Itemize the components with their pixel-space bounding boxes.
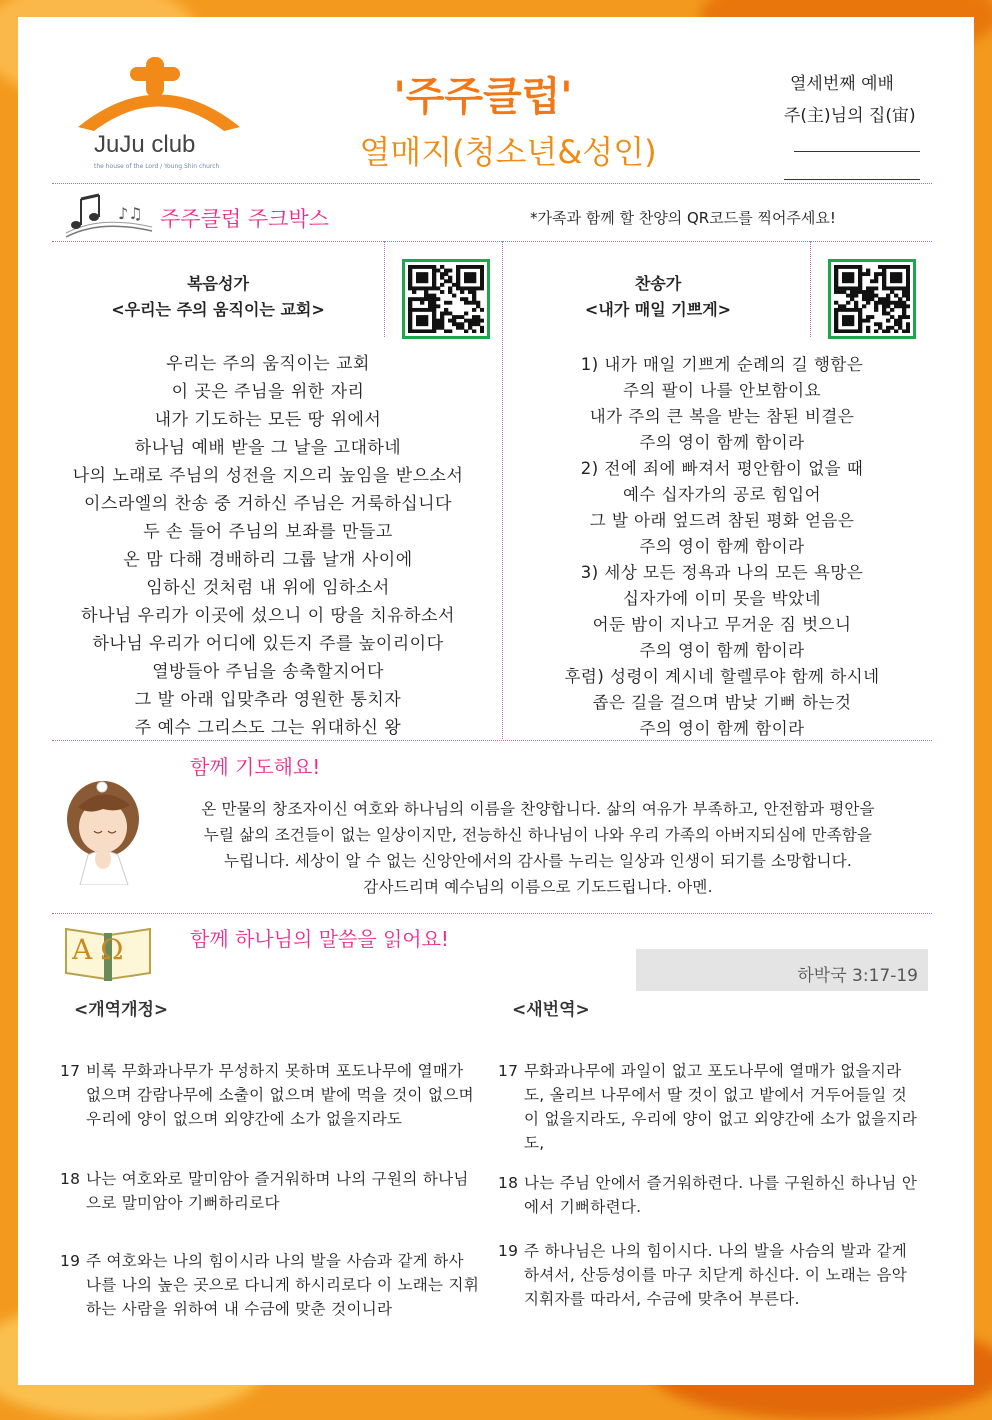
song1-qr-code[interactable] bbox=[402, 259, 490, 339]
song1-lyrics bbox=[48, 350, 488, 742]
qr-code-icon bbox=[834, 265, 910, 333]
name-underline bbox=[794, 151, 920, 152]
right-verse: 17 무화과나무에 과일이 없고 포도나무에 열매가 없을지라도, 올리브 나무에서 딸 것이 없고 밭에서 거두어들일 것이 없을지라도, 우리에 양이 없고 외양간에 소가 없을지라도, bbox=[498, 1062, 918, 1152]
song1-line: 이스라엘의 찬송 중 거하신 주님은 거룩하십니다 bbox=[84, 494, 452, 514]
music-notes-icon bbox=[60, 189, 156, 241]
logo bbox=[74, 57, 244, 177]
song2-line: 좁은 길을 걸으며 밤낮 기뻐 하는것 bbox=[592, 693, 852, 712]
page-subtitle: 열매지(청소년&성인) bbox=[359, 133, 657, 171]
praying-girl-icon bbox=[58, 775, 148, 885]
alpha-omega-book-icon bbox=[62, 921, 154, 981]
song1-line: 두 손 들어 주님의 보좌를 만들고 bbox=[143, 522, 393, 542]
qr-divider bbox=[810, 241, 811, 337]
left-version-label: <개역개정> bbox=[74, 1000, 169, 1020]
qr-divider bbox=[384, 241, 385, 337]
song1-line: 우리는 주의 움직이는 교회 bbox=[166, 354, 370, 374]
song2-line: 2) 전에 죄에 빠져서 평안함이 없을 때 bbox=[580, 459, 864, 478]
alpha-omega-label: AΩ bbox=[72, 933, 132, 966]
page-title: '주주클럽' bbox=[393, 74, 573, 120]
song2-line: 1) 내가 매일 기쁘게 순례의 길 행함은 bbox=[580, 355, 864, 374]
house-label: 주(主)님의 집(宙) bbox=[784, 106, 916, 126]
prayer-line: 감사드리며 예수님의 이름으로 기도드립니다. 아멘. bbox=[363, 878, 713, 896]
song1-title: <우리는 주의 움직이는 교회> bbox=[111, 300, 325, 319]
song1-line: 온 맘 다해 경배하리 그룹 날개 사이에 bbox=[123, 550, 413, 570]
reading-title: 함께 하나님의 말씀을 읽어요! bbox=[190, 927, 449, 951]
song2-line: 그 발 아래 엎드려 참된 평화 얻음은 bbox=[589, 511, 855, 530]
scripture-reference: 하박국 3:17-19 bbox=[797, 966, 918, 986]
song2-line: 예수 십자가의 공로 힘입어 bbox=[622, 485, 822, 504]
logo-subtext: the house of the Lord / Young Shin church bbox=[94, 163, 220, 170]
qr-code-icon bbox=[408, 265, 484, 333]
jukebox-title: 주주클럽 주크박스 bbox=[160, 207, 329, 231]
column-divider bbox=[502, 241, 503, 739]
divider bbox=[52, 183, 932, 184]
song2-line: 주의 팔이 나를 안보함이요 bbox=[622, 381, 822, 400]
song2-line: 주의 영이 함께 함이라 bbox=[639, 537, 805, 556]
left-verse: 17 비록 무화과나무가 무성하지 못하며 포도나무에 열매가 없으며 감람나무에 소출이 없으며 밭에 먹을 것이 없으며 우리에 양이 없으며 외양간에 소가 없을지라도 bbox=[60, 1062, 474, 1128]
jukebox-note: *가족과 함께 할 찬양의 QR코드를 찍어주세요! bbox=[530, 209, 836, 227]
song1-line: 하나님 우리가 이곳에 섰으니 이 땅을 치유하소서 bbox=[81, 606, 455, 626]
prayer-text bbox=[168, 796, 908, 900]
prayer-line: 누립니다. 세상이 알 수 없는 신앙안에서의 감사를 누리는 일상과 인생이 되기를 소망합니다. bbox=[223, 852, 853, 870]
song1-line: 이 곳은 주님을 위한 자리 bbox=[171, 382, 365, 402]
song2-line: 주의 영이 함께 함이라 bbox=[639, 719, 805, 738]
song1-line: 열방들아 주님을 송축할지어다 bbox=[152, 662, 384, 682]
song1-line: 임하신 것처럼 내 위에 임하소서 bbox=[146, 578, 390, 598]
song2-line: 주의 영이 함께 함이라 bbox=[639, 641, 805, 660]
left-verse: 19 주 여호와는 나의 힘이시라 나의 발을 사슴과 같게 하사 나를 나의 높은 곳으로 다니게 하시리로다 이 노래는 지휘하는 사람을 위하여 내 수금에 맞춘 것이니라 bbox=[60, 1252, 480, 1318]
song2-line: 어둔 밤이 지나고 무거운 짐 벗으니 bbox=[592, 615, 852, 634]
prayer-title: 함께 기도해요! bbox=[190, 755, 321, 779]
logo-text: JuJu club bbox=[94, 131, 196, 158]
song1-line: 그 발 아래 입맞추라 영원한 통치자 bbox=[134, 690, 402, 710]
week-label: 열세번째 예배 bbox=[790, 74, 894, 94]
song2-line: 3) 세상 모든 정욕과 나의 모든 욕망은 bbox=[580, 563, 864, 582]
svg-text:♪♫: ♪♫ bbox=[118, 204, 143, 223]
song2-title: <내가 매일 기쁘게> bbox=[584, 300, 732, 319]
song2-line: 십자가에 이미 못을 박았네 bbox=[622, 589, 822, 608]
song2-category: 찬송가 bbox=[634, 274, 682, 293]
song1-line: 나의 노래로 주님의 성전을 지으리 높임을 받으소서 bbox=[72, 466, 464, 486]
right-verse: 18 나는 주님 안에서 즐거워하련다. 나를 구원하신 하나님 안에서 기뻐하련다. bbox=[498, 1174, 918, 1216]
song2-qr-code[interactable] bbox=[828, 259, 916, 339]
right-verse: 19 주 하나님은 나의 힘이시다. 나의 발을 사슴의 발과 같게 하셔서, 산등성이를 마구 치닫게 하신다. 이 노래는 음악 지휘자를 따라서, 수금에 맞추어 부른다. bbox=[498, 1242, 908, 1308]
song1-line: 주 예수 그리스도 그는 위대하신 왕 bbox=[134, 718, 402, 738]
divider bbox=[52, 740, 932, 741]
right-version-label: <새번역> bbox=[512, 1000, 590, 1020]
prayer-line: 누릴 삶의 조건들이 없는 일상이지만, 전능하신 하나님이 나와 우리 가족의 아버지되심에 만족함을 bbox=[203, 826, 873, 844]
song2-line: 후렴) 성령이 계시네 할렐루야 함께 하시네 bbox=[564, 667, 880, 686]
divider bbox=[52, 913, 932, 914]
song2-line: 주의 영이 함께 함이라 bbox=[639, 433, 805, 452]
prayer-line: 온 만물의 창조자이신 여호와 하나님의 이름을 찬양합니다. 삶의 여유가 부족하고, 안전함과 평안을 bbox=[201, 800, 875, 818]
song2-line: 내가 주의 큰 복을 받는 참된 비결은 bbox=[589, 407, 855, 426]
song1-line: 하나님 예배 받을 그 날을 고대하네 bbox=[134, 438, 402, 458]
left-verse: 18 나는 여호와로 말미암아 즐거워하며 나의 구원의 하나님으로 말미암아 기뻐하리로다 bbox=[60, 1170, 469, 1212]
name-underline-2 bbox=[784, 179, 920, 180]
song2-lyrics bbox=[512, 352, 932, 742]
page bbox=[18, 17, 974, 1385]
song1-category: 복음성가 bbox=[187, 274, 249, 293]
divider bbox=[52, 241, 932, 242]
song1-line: 내가 기도하는 모든 땅 위에서 bbox=[154, 410, 382, 430]
song1-line: 하나님 우리가 어디에 있든지 주를 높이리이다 bbox=[92, 634, 444, 654]
